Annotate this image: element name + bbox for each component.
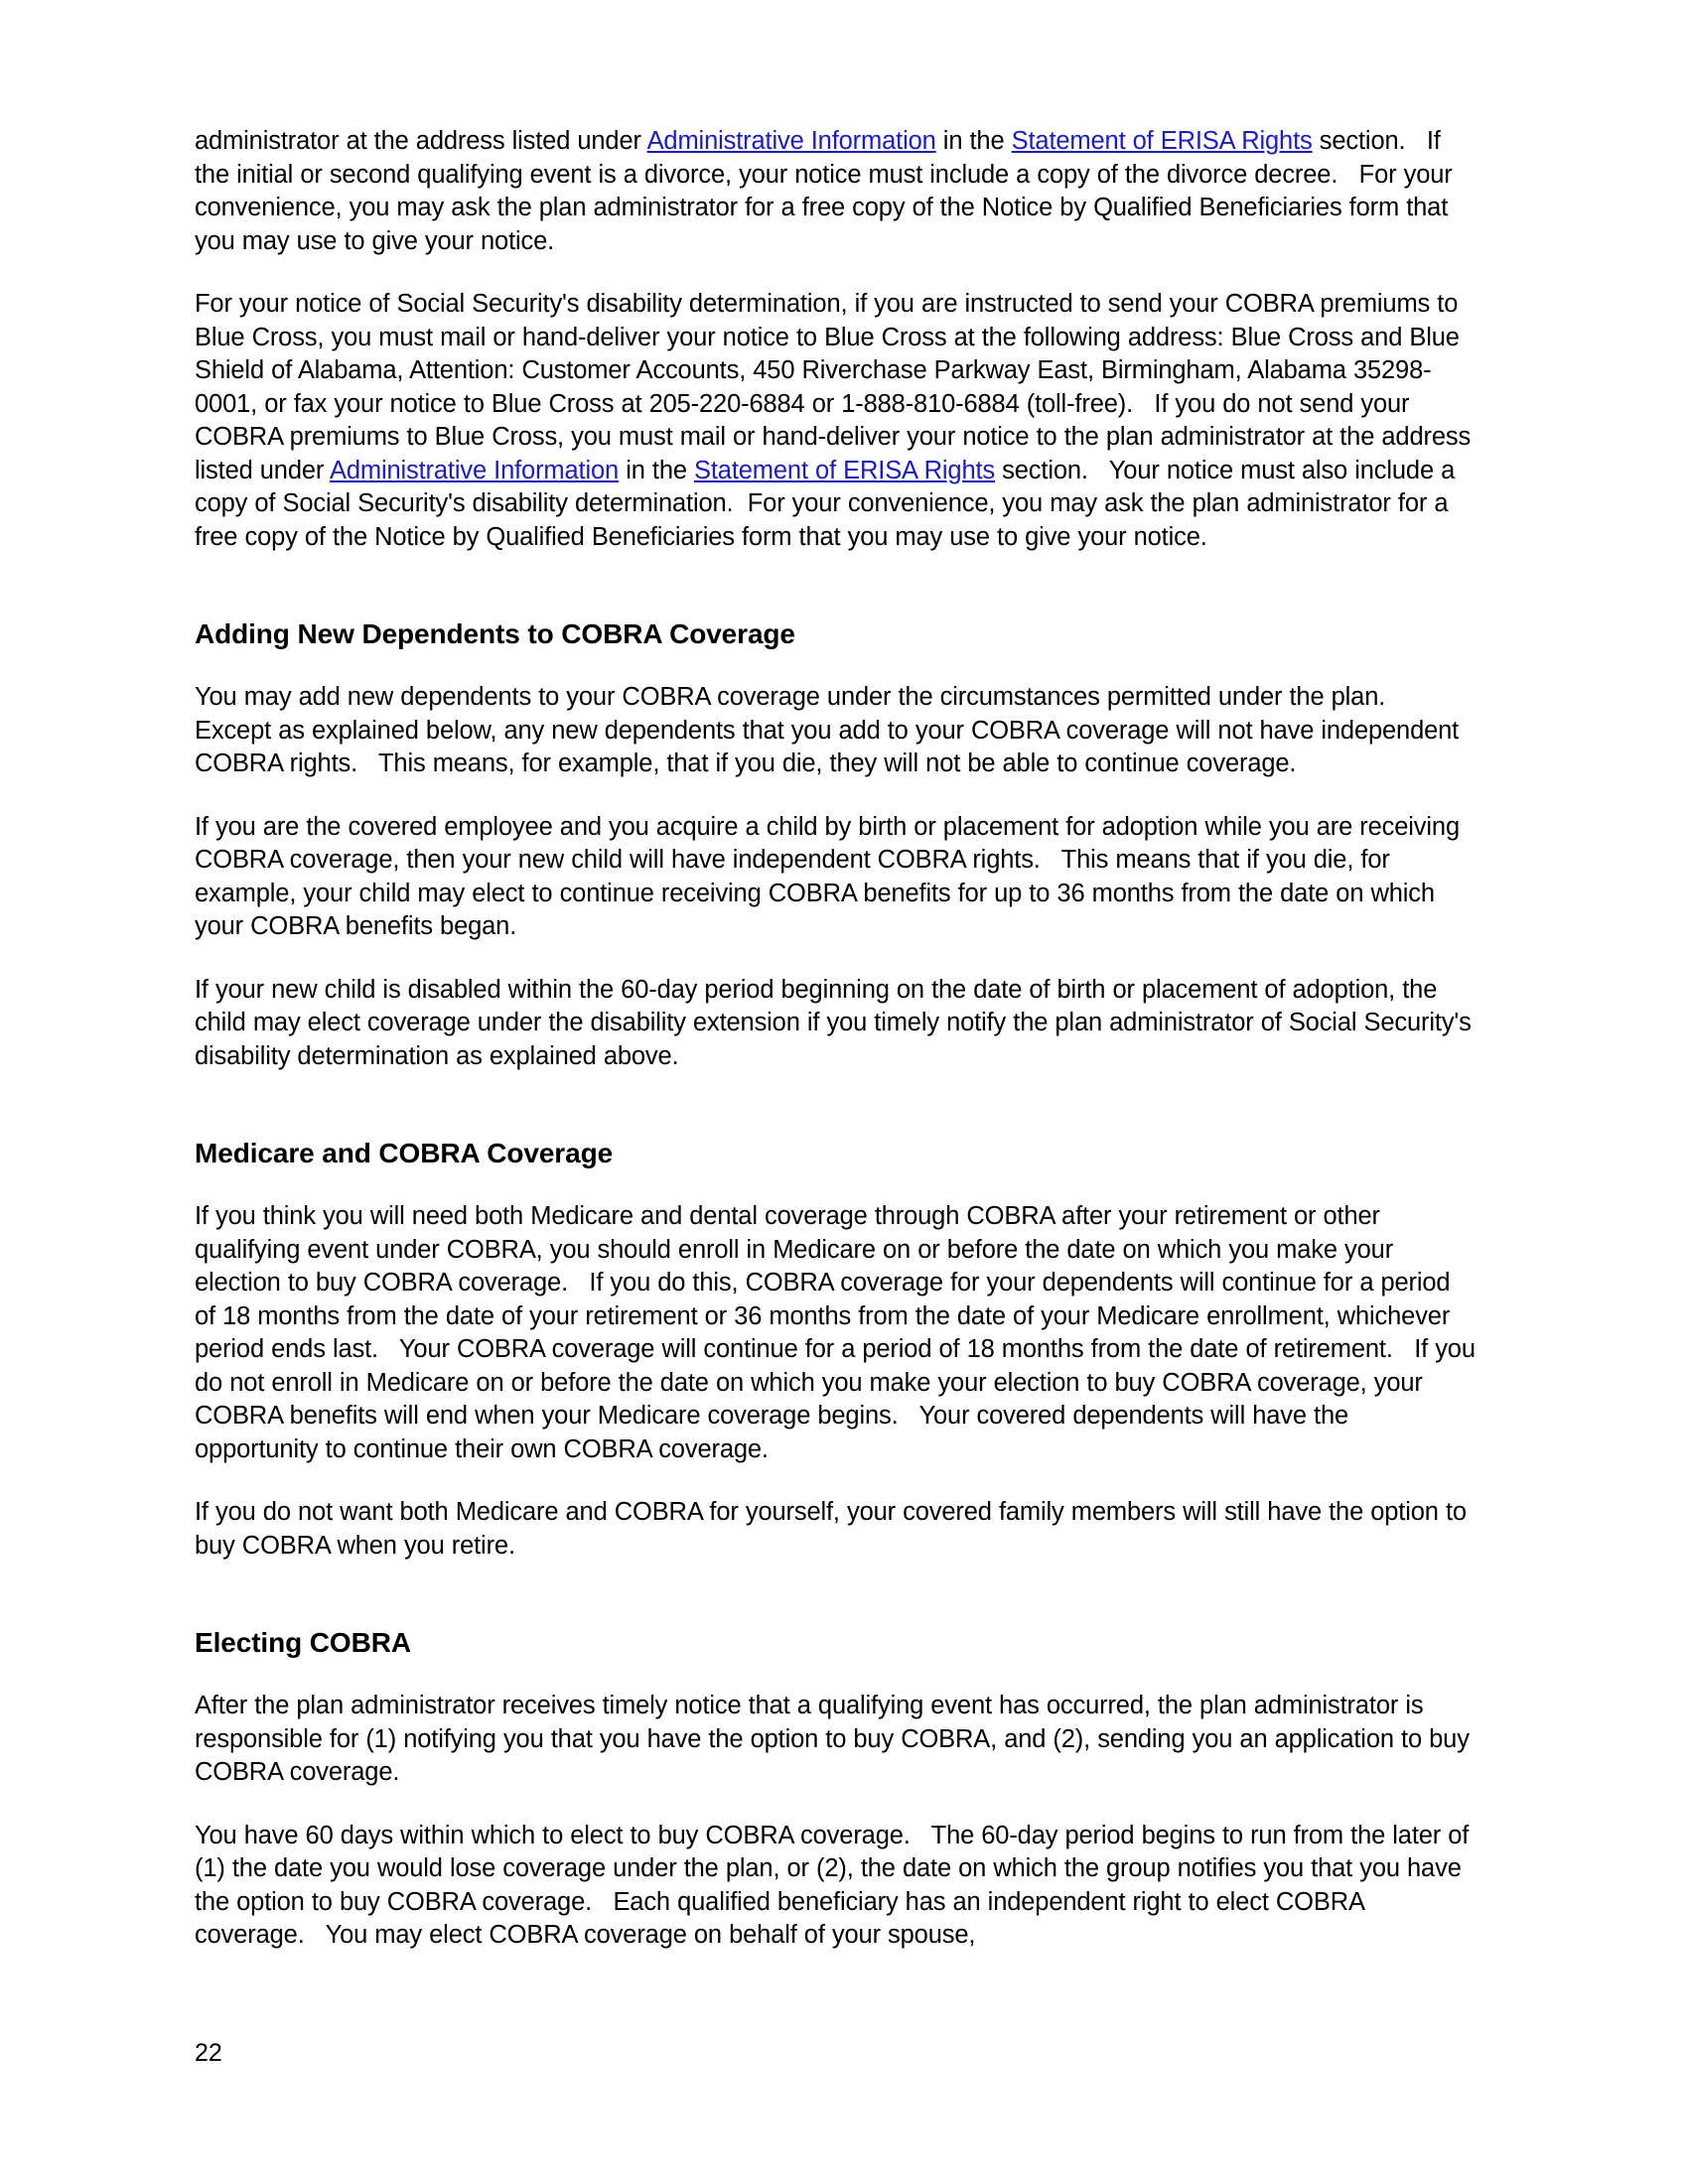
- paragraph-add-dependents-1: You may add new dependents to your COBRA coverage under the circumstances permitted under the plan. Except as explained below, any new dependents that you add to your COBRA coverage will not have independent COBRA rights. This means, for example, that if you die, they will not be able to continue coverage.: [195, 683, 1467, 777]
- paragraph-electing-cobra-1: After the plan administrator receives timely notice that a qualifying event has occurred, the plan administrator is responsible for (1) notifying you that you have the option to buy COBRA, and (2), sending you an application to buy COBRA coverage.: [195, 1692, 1477, 1786]
- paragraph-continued-notice: [195, 125, 1476, 258]
- paragraph-text-segment: administrator at the address listed under: [195, 127, 647, 155]
- section-spacer: [195, 1660, 1476, 1690]
- paragraph-text-segment: in the: [619, 456, 695, 484]
- paragraph-add-dependents-3: If your new child is disabled within the 60-day period beginning on the date of birth or placement of adoption, the child may elect coverage under the disability extension if you timely notify the plan administrator of Social Security's disability determination as explained above.: [195, 975, 1478, 1070]
- paragraph-text-segment: For your notice of Social Security's disability determination, if you are instructed to send your COBRA premiums to Blue Cross, you must mail or hand-deliver your notice to Blue Cross at the following address: Blue Cross and Blue Shield of Alabama, Attention: Customer Accounts, 450 Riverchase Parkway East, Birmingham, Alabama 35298-0001, or fax your notice to Blue Cross at 205-220-6884 or 1-888-810-6884 (toll-free). If you do not send your COBRA premiums to Blue Cross, you must mail or hand-deliver your notice to the plan administrator at the address listed under: [195, 290, 1478, 484]
- section-spacer: [195, 651, 1476, 681]
- paragraph-text-segment: in the: [935, 127, 1012, 155]
- heading-adding-new-dependents: Adding New Dependents to COBRA Coverage: [195, 618, 795, 649]
- link-statement-of-erisa-rights[interactable]: Statement of ERISA Rights: [694, 456, 996, 484]
- link-administrative-information[interactable]: Administrative Information: [646, 127, 936, 155]
- heading-electing-cobra: Electing COBRA: [195, 1627, 411, 1658]
- section-spacer: [195, 584, 1476, 617]
- paragraph-text-segment: section. Your notice must also include a copy of Social Security's disability determination. For your convenience, you may ask the plan administrator for a free copy of the Notice by Qualified Beneficiaries form that you may use to give your notice.: [195, 456, 1463, 551]
- link-administrative-information[interactable]: Administrative Information: [329, 456, 620, 484]
- page-content: [195, 125, 1483, 1982]
- paragraph-medicare-2: If you do not want both Medicare and COBRA for yourself, your covered family members will still have the option to buy COBRA when you retire.: [195, 1498, 1475, 1560]
- section-spacer: [195, 1170, 1476, 1200]
- paragraph-add-dependents-2: If you are the covered employee and you acquire a child by birth or placement for adoption while you are receiving COBRA coverage, then your new child will have independent COBRA rights. This means that if you die, for example, your child may elect to continue receiving COBRA benefits for up to 36 months from the date on which your COBRA benefits began.: [195, 812, 1468, 940]
- paragraph-text-segment: section. If the initial or second qualifying event is a divorce, your notice must include a copy of the divorce decree. For your convenience, you may ask the plan administrator for a free copy of the Notice by Qualified Beneficiaries form that you may use to give your notice.: [195, 127, 1460, 255]
- link-statement-of-erisa-rights[interactable]: Statement of ERISA Rights: [1011, 127, 1313, 155]
- heading-medicare-and-cobra: Medicare and COBRA Coverage: [195, 1138, 614, 1168]
- section-spacer: [195, 1103, 1476, 1137]
- section-spacer: [195, 1592, 1476, 1626]
- paragraph-social-security-notice: [195, 288, 1476, 554]
- paragraph-medicare-1: If you think you will need both Medicare and dental coverage through COBRA after your retirement or other qualifying event under COBRA, you should enroll in Medicare on or before the date on which you make your election to buy COBRA coverage. If you do this, COBRA coverage for your dependents will continue for a period of 18 months from the date of your retirement or 36 months from the date of your Medicare enrollment, whichever period ends last. Your COBRA coverage will continue for a period of 18 months from the date of retirement. If you do not enroll in Medicare on or before the date on which you make your election to buy COBRA coverage, your COBRA benefits will end when your Medicare coverage begins. Your covered dependents will have the opportunity to continue their own COBRA coverage.: [195, 1202, 1483, 1463]
- paragraph-electing-cobra-2: You have 60 days within which to elect to buy COBRA coverage. The 60-day period begins to run from the later of (1) the date you would lose coverage under the plan, or (2), the date on which the group notifies you that you have the option to buy COBRA coverage. Each qualified beneficiary has an independent right to elect COBRA coverage. You may elect COBRA coverage on behalf of your spouse,: [195, 1821, 1477, 1949]
- page-number: 22: [195, 2039, 222, 2067]
